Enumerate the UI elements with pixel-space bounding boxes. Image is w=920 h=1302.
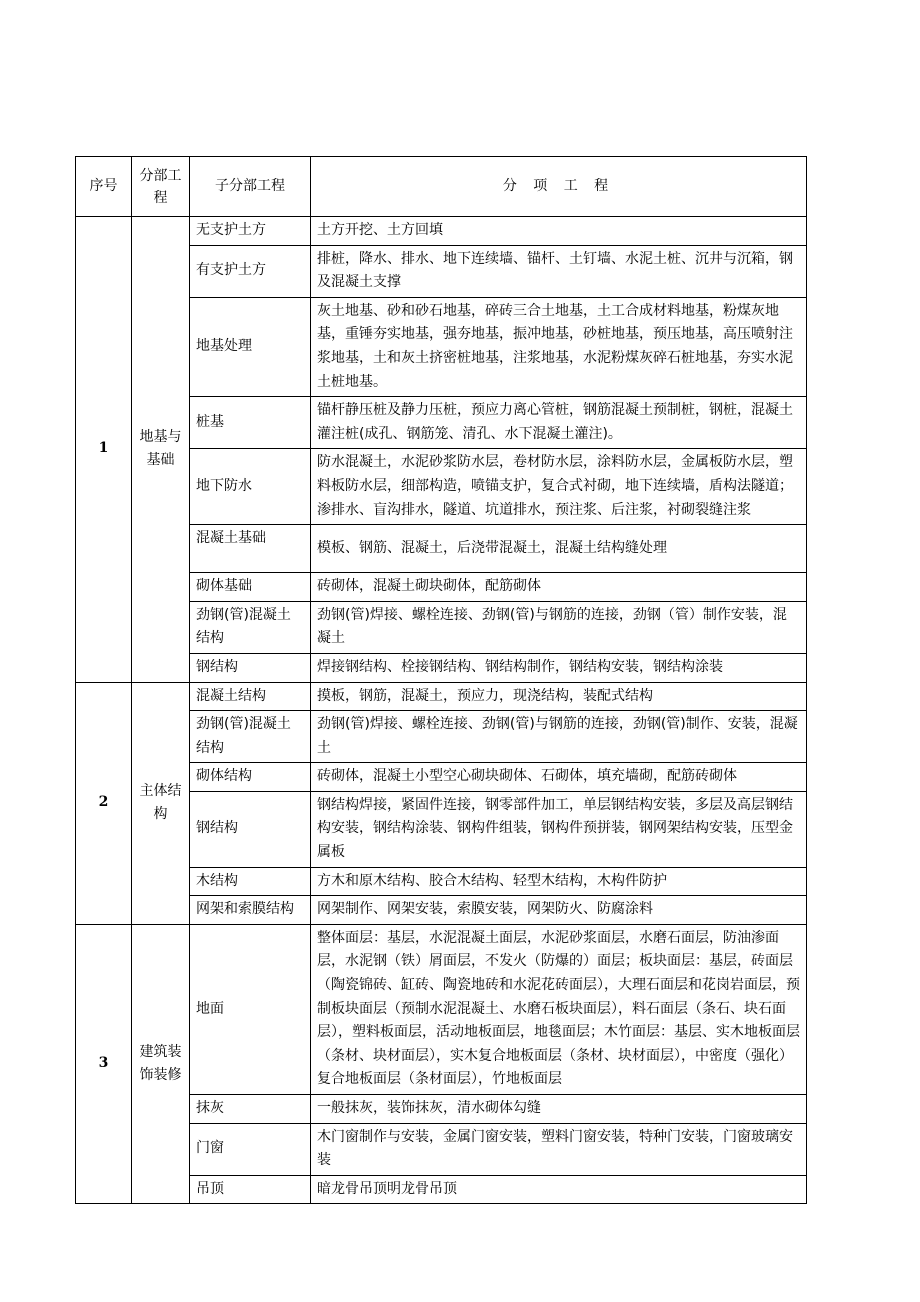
row-subdivision: 有支护土方 <box>190 245 311 297</box>
row-subdivision: 钢结构 <box>190 791 311 867</box>
construction-classification-table <box>75 156 807 1204</box>
row-items: 灰土地基、砂和砂石地基，碎砖三合土地基，土工合成材料地基，粉煤灰地基，重锤夯实地基，强夯地基，振冲地基，砂桩地基，预压地基，高压喷射注浆地基，土和灰土挤密桩地基，注浆地基，水泥粉煤灰碎石桩地基，夯实水泥土桩地基。 <box>311 297 807 396</box>
row-subdivision: 混凝土结构 <box>190 682 311 711</box>
row-items: 模板、钢筋、混凝土，后浇带混凝土，混凝土结构缝处理 <box>311 525 807 573</box>
table-row <box>76 682 807 711</box>
row-items: 砖砌体，混凝土砌块砌体，配筋砌体 <box>311 573 807 602</box>
row-subdivision: 网架和索膜结构 <box>190 896 311 925</box>
row-subdivision: 钢结构 <box>190 653 311 682</box>
row-subdivision: 无支护土方 <box>190 217 311 246</box>
row-items: 劲钢(管)焊接、螺栓连接、劲钢(管)与钢筋的连接，劲钢(管)制作、安装，混凝土 <box>311 711 807 763</box>
row-items: 网架制作、网架安装，索膜安装，网架防火、防腐涂料 <box>311 896 807 925</box>
row-division: 主体结构 <box>132 682 190 924</box>
row-items: 砖砌体，混凝土小型空心砌块砌体、石砌体，填充墙砌，配筋砖砌体 <box>311 763 807 792</box>
header-subdivision: 子分部工程 <box>190 157 311 217</box>
row-subdivision: 门窗 <box>190 1123 311 1175</box>
row-division: 地基与基础 <box>132 217 190 683</box>
row-subdivision: 劲钢(管)混凝土结构 <box>190 601 311 653</box>
header-seq: 序号 <box>76 157 132 217</box>
row-items: 土方开挖、土方回填 <box>311 217 807 246</box>
row-items: 排桩，降水、排水、地下连续墙、锚杆、土钉墙、水泥土桩、沉井与沉箱，钢及混凝土支撑 <box>311 245 807 297</box>
row-items: 木门窗制作与安装，金属门窗安装，塑料门窗安装，特种门安装，门窗玻璃安装 <box>311 1123 807 1175</box>
row-subdivision: 木结构 <box>190 867 311 896</box>
row-seq: 3 <box>76 924 132 1204</box>
row-subdivision: 地面 <box>190 924 311 1094</box>
row-items: 暗龙骨吊顶明龙骨吊顶 <box>311 1175 807 1204</box>
row-subdivision: 混凝土基础 <box>190 525 311 573</box>
row-subdivision: 地下防水 <box>190 449 311 525</box>
row-seq: 1 <box>76 217 132 683</box>
row-division: 建筑装饰装修 <box>132 924 190 1204</box>
row-items: 一般抹灰，装饰抹灰，清水砌体勾缝 <box>311 1095 807 1124</box>
header-row <box>76 157 807 217</box>
row-seq: 2 <box>76 682 132 924</box>
row-items: 锚杆静压桩及静力压桩，预应力离心管桩，钢筋混凝土预制桩，钢桩，混凝土灌注桩(成孔、钢筋笼、清孔、水下混凝土灌注)。 <box>311 397 807 449</box>
row-items: 防水混凝土，水泥砂浆防水层，卷材防水层，涂料防水层，金属板防水层，塑料板防水层，细部构造，喷锚支护，复合式衬砌，地下连续墙，盾构法隧道；渗排水、盲沟排水，隧道、坑道排水，预注浆、后注浆，衬砌裂缝注浆 <box>311 449 807 525</box>
row-items: 摸板，钢筋，混凝土，预应力，现浇结构，装配式结构 <box>311 682 807 711</box>
row-items: 方木和原木结构、胶合木结构、轻型木结构，木构件防护 <box>311 867 807 896</box>
row-subdivision: 劲钢(管)混凝土结构 <box>190 711 311 763</box>
row-subdivision: 桩基 <box>190 397 311 449</box>
table-row <box>76 217 807 246</box>
row-subdivision: 抹灰 <box>190 1095 311 1124</box>
table-row <box>76 924 807 1094</box>
row-subdivision: 地基处理 <box>190 297 311 396</box>
row-items: 劲钢(管)焊接、螺栓连接、劲钢(管)与钢筋的连接，劲钢（管）制作安装，混凝土 <box>311 601 807 653</box>
row-subdivision: 砌体基础 <box>190 573 311 602</box>
row-items: 钢结构焊接，紧固件连接，钢零部件加工，单层钢结构安装，多层及高层钢结构安装，钢结构涂装、钢构件组装，钢构件预拼装，钢网架结构安装，压型金属板 <box>311 791 807 867</box>
row-subdivision: 砌体结构 <box>190 763 311 792</box>
header-division: 分部工程 <box>132 157 190 217</box>
row-subdivision: 吊顶 <box>190 1175 311 1204</box>
row-items: 整体面层：基层，水泥混凝土面层，水泥砂浆面层，水磨石面层，防油渗面层，水泥钢（铁）屑面层，不发火（防爆的）面层；板块面层：基层，砖面层（陶瓷锦砖、缸砖、陶瓷地砖和水泥花砖面层），大理石面层和花岗岩面层，预制板块面层（预制水泥混凝土、水磨石板块面层），料石面层（条石、块石面层），塑料板面层，活动地板面层，地毯面层；木竹面层：基层、实木地板面层（条材、块材面层），实木复合地板面层（条材、块材面层），中密度（强化）复合地板面层（条材面层），竹地板面层 <box>311 924 807 1094</box>
header-items: 分 项 工 程 <box>311 157 807 217</box>
row-items: 焊接钢结构、栓接钢结构、钢结构制作，钢结构安装，钢结构涂装 <box>311 653 807 682</box>
